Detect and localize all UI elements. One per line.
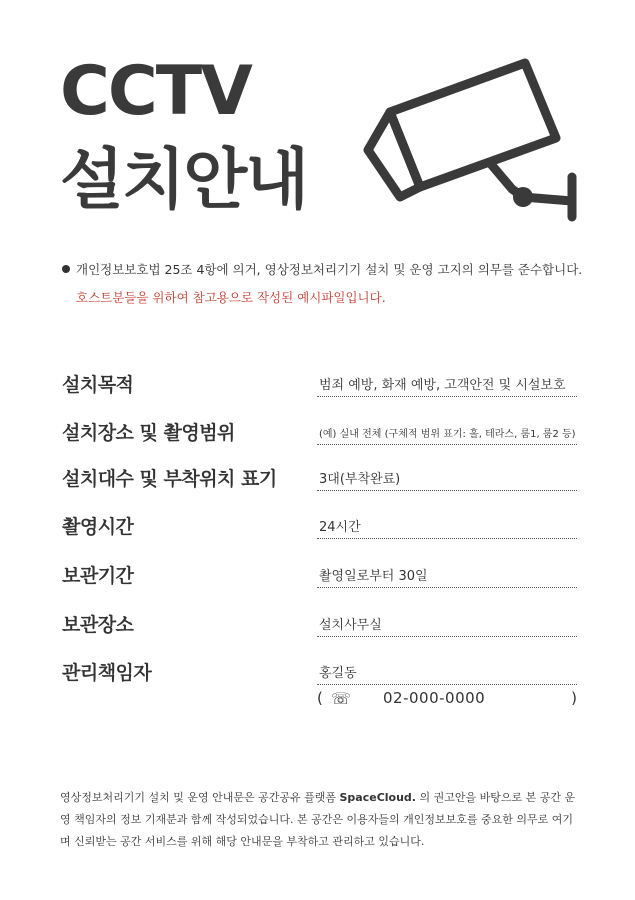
footer-text-2: 의 권고안을 바탕으로 본 공간 운영 책임자의 정보 기재분과 함께 작성되었습니다. 본 공간은 이용자들의 개인정보보호를 중요한 의무로 여기며 신뢰받는 공간 서비스를 위해 해당 안내문을 부착하고 관리하고 있습니다. (60, 791, 576, 848)
close-paren: ) (571, 689, 577, 707)
cctv-camera-icon (360, 55, 585, 230)
row-value: 촬영일로부터 30일 (317, 565, 577, 588)
row-value: (예) 실내 전체 (구체적 범위 표기: 홀, 테라스, 룸1, 룸2 등) (317, 425, 577, 445)
title-install-guide: 설치안내 (60, 141, 308, 218)
title-cctv: CCTV (60, 52, 251, 131)
row-value: 3대(부착완료) (317, 468, 577, 491)
row-label: 보관장소 (62, 614, 134, 636)
contact-phone (317, 689, 577, 713)
info-row-count-position (62, 462, 577, 492)
spacecloud-brand: SpaceCloud. (339, 791, 416, 804)
row-label: 관리책임자 (62, 662, 152, 684)
info-row-manager (62, 656, 577, 686)
phone-number: 02-000-0000 (383, 689, 486, 707)
info-row-recording-time (62, 510, 577, 540)
row-value: 범죄 예방, 화재 예방, 고객안전 및 시설보호 (317, 374, 577, 397)
row-label: 설치장소 및 촬영범위 (62, 422, 235, 444)
footer-text-1: 영상정보처리기기 설치 및 운영 안내문은 공간공유 플랫폼 (60, 791, 340, 804)
row-value: 설치사무실 (317, 614, 577, 637)
row-value: 24시간 (317, 516, 577, 539)
row-label: 보관기간 (62, 565, 134, 587)
info-row-purpose (62, 368, 577, 398)
row-label: 설치목적 (62, 374, 134, 396)
row-label: 설치대수 및 부착위치 표기 (62, 468, 277, 490)
row-label: 촬영시간 (62, 516, 134, 538)
legal-notice (62, 262, 582, 278)
example-file-notice: 호스트분들을 위하여 참고용으로 작성된 예시파일입니다. (76, 290, 386, 305)
open-paren: ( (317, 689, 323, 707)
info-row-storage-location (62, 608, 577, 638)
legal-notice-text: 개인정보보호법 25조 4항에 의거, 영상정보처리기기 설치 및 운영 고지의 의무를 준수합니다. (76, 262, 583, 277)
info-row-location-range (62, 416, 577, 446)
row-value: 홍길동 (317, 662, 577, 685)
info-row-retention-period (62, 559, 577, 589)
phone-icon: ☏ (331, 689, 352, 708)
bullet-icon (62, 265, 70, 273)
footer-paragraph (60, 787, 580, 853)
